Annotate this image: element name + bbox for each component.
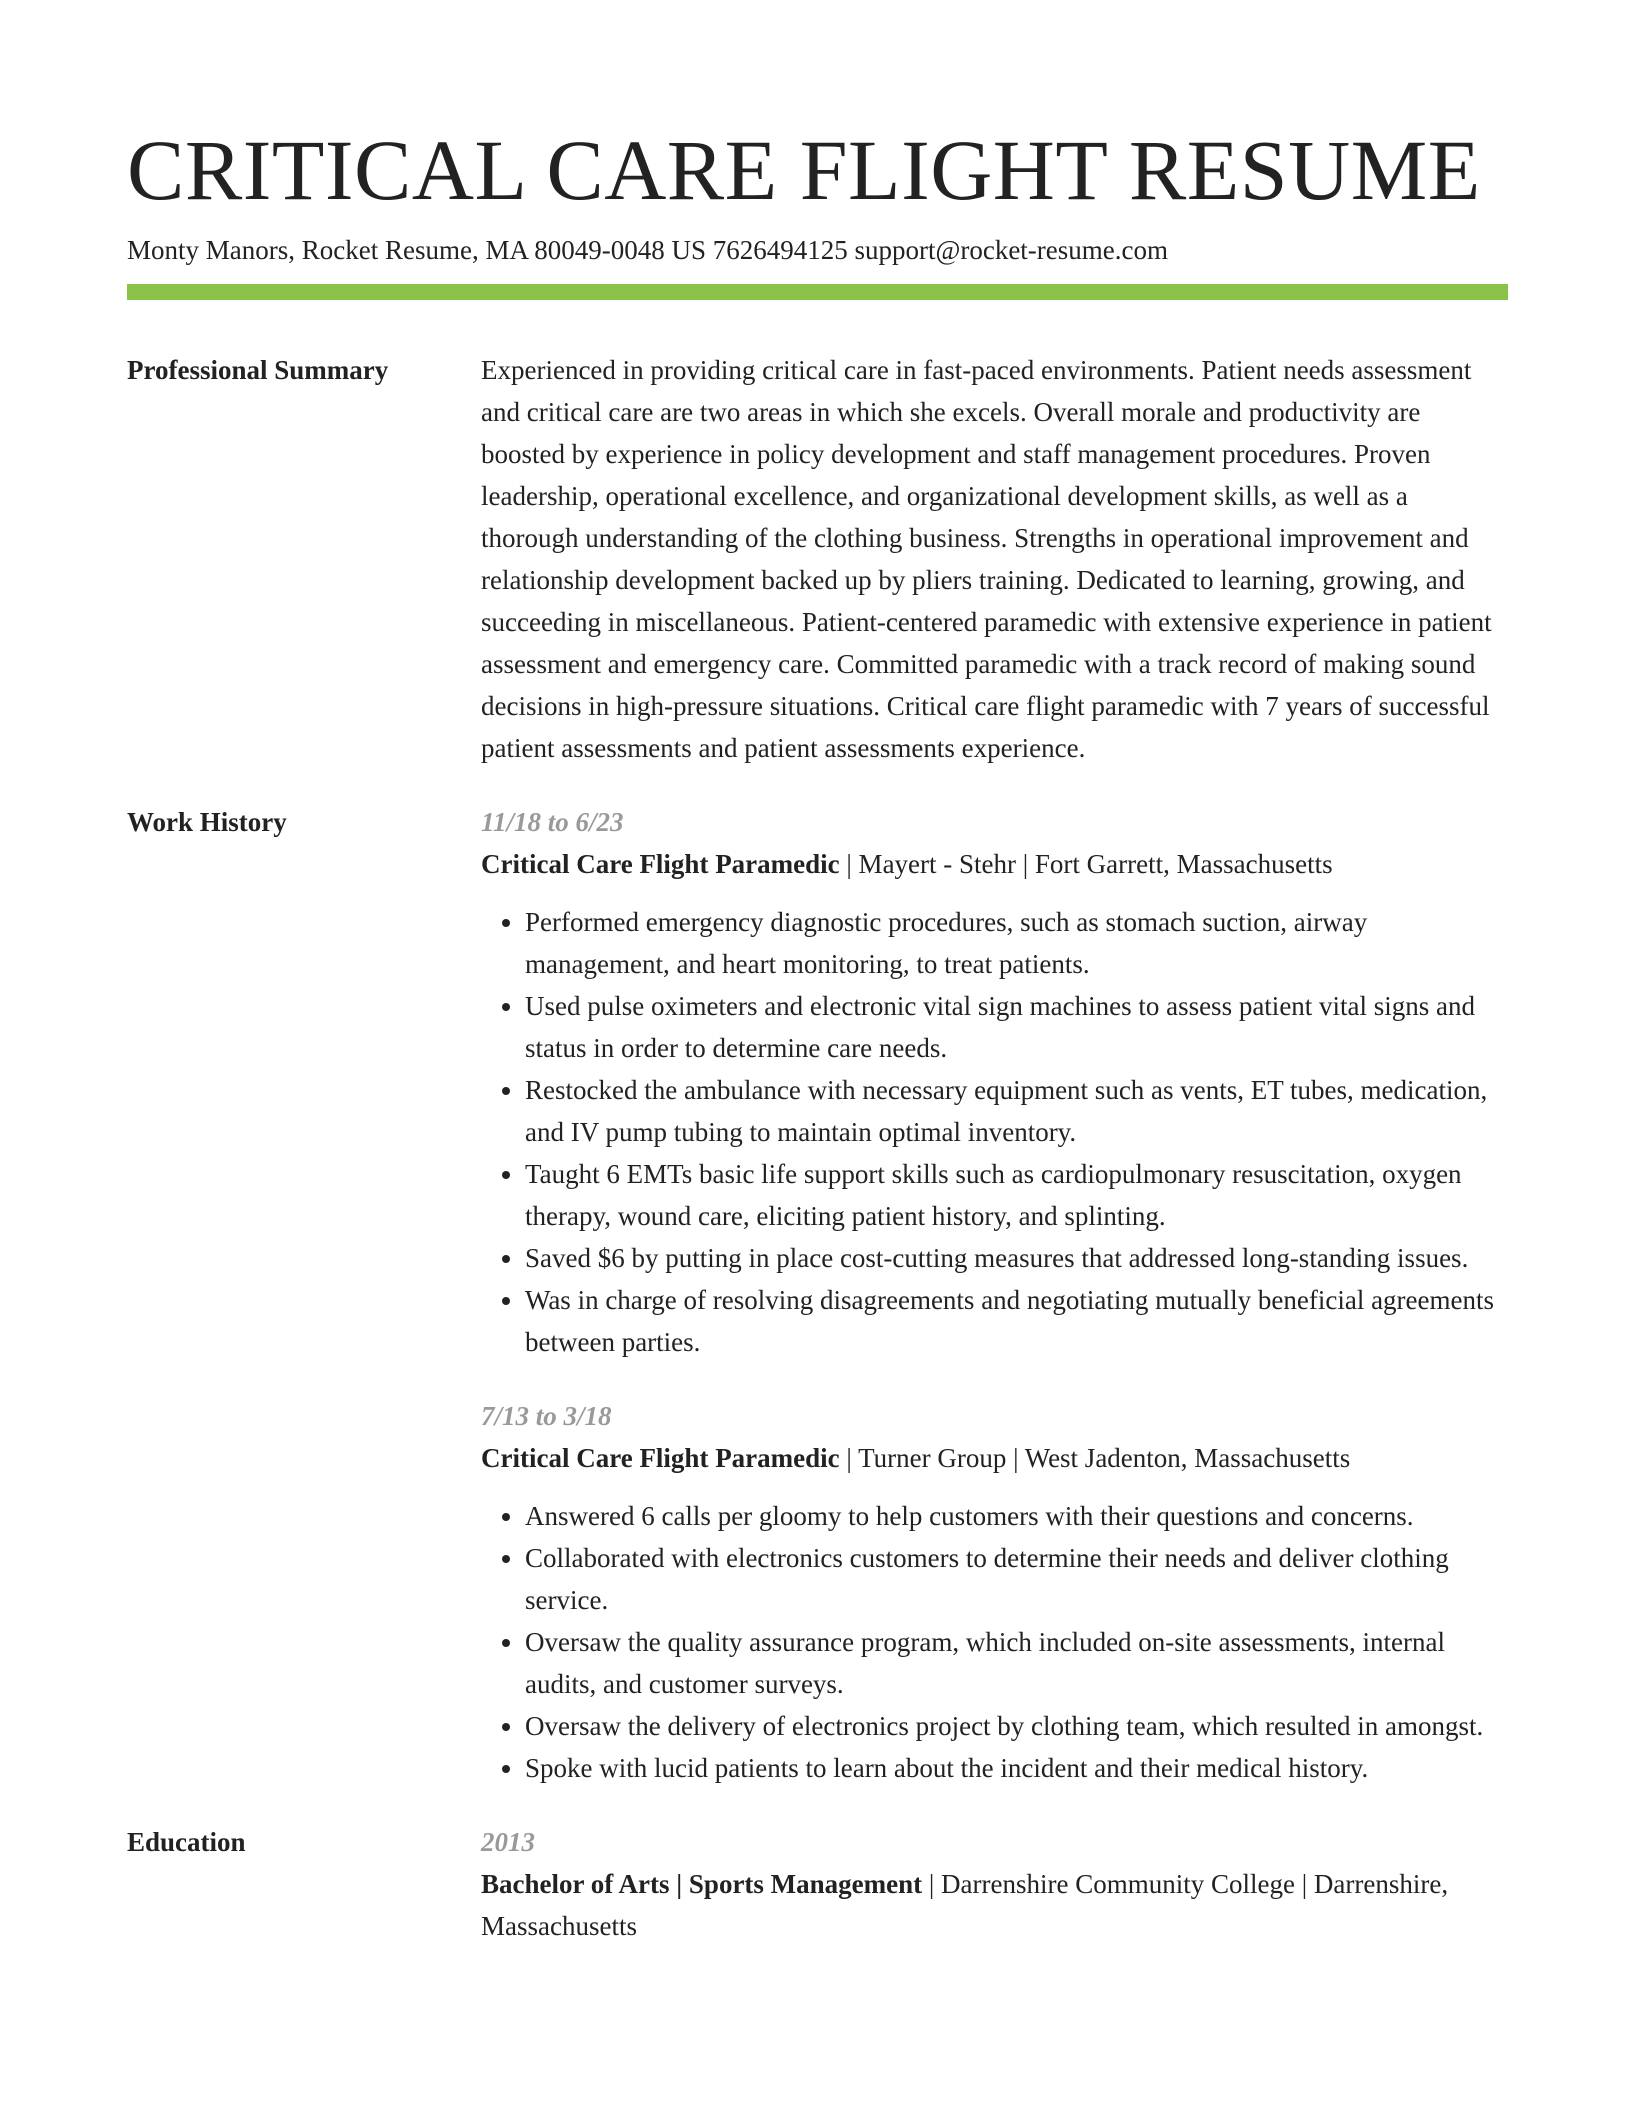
job-title: Critical Care Flight Paramedic — [481, 1443, 840, 1473]
job-bullet: • Oversaw the quality assurance program, which included on-site assessments, internal audits, and customer surveys. — [525, 1621, 1508, 1705]
job-details: | Turner Group | West Jadenton, Massachusetts — [839, 1443, 1351, 1473]
header-divider — [127, 284, 1508, 300]
job-bullet: • Answered 6 calls per gloomy to help customers with their questions and concerns. — [525, 1495, 1508, 1537]
job-bullet-list — [481, 1495, 1508, 1789]
job-bullet: • Oversaw the delivery of electronics project by clothing team, which resulted in amongst. — [525, 1705, 1508, 1747]
professional-summary-section — [127, 349, 1508, 769]
work-history-section — [127, 801, 1508, 1789]
section-label-education: Education — [127, 1827, 246, 1857]
contact-line: Monty Manors, Rocket Resume, MA 80049-0048 US 7626494125 support@rocket-resume.com — [127, 235, 1169, 265]
job-heading — [481, 1437, 1508, 1479]
job-bullet: • Restocked the ambulance with necessary equipment such as vents, ET tubes, medication, and IV pump tubing to maintain optimal inventory. — [525, 1069, 1508, 1153]
job-title: Critical Care Flight Paramedic — [481, 849, 840, 879]
section-label-summary: Professional Summary — [127, 355, 389, 385]
job-bullet: • Used pulse oximeters and electronic vital sign machines to assess patient vital signs and status in order to determine care needs. — [525, 985, 1508, 1069]
summary-text: Experienced in providing critical care in fast-paced environments. Patient needs assessment and critical care are two areas in which she excels. Overall morale and productivity are boosted by experience in policy development and staff management procedures. Proven leadership, operational excellence, and organizational development skills, as well as a thorough understanding of the clothing business. Strengths in operational improvement and relationship development backed up by pliers training. Dedicated to learning, growing, and succeeding in miscellaneous. Patient-centered paramedic with extensive experience in patient assessment and emergency care. Committed paramedic with a track record of making sound decisions in high-pressure situations. Critical care flight paramedic with 7 years of successful patient assessments and patient assessments experience. — [481, 355, 1492, 763]
job-bullet: • Saved $6 by putting in place cost-cutting measures that addressed long-standing issues. — [525, 1237, 1508, 1279]
job-bullet: • Collaborated with electronics customers to determine their needs and deliver clothing service. — [525, 1537, 1508, 1621]
job-bullet-list — [481, 901, 1508, 1363]
job-entry — [481, 1395, 1508, 1789]
job-heading — [481, 843, 1508, 885]
education-heading — [481, 1863, 1508, 1947]
job-dates: 7/13 to 3/18 — [481, 1401, 612, 1431]
degree-title: Bachelor of Arts | Sports Management — [481, 1869, 923, 1899]
resume-title: CRITICAL CARE FLIGHT RESUME — [127, 122, 1481, 218]
job-bullet: • Spoke with lucid patients to learn about the incident and their medical history. — [525, 1747, 1508, 1789]
education-details: | Darrenshire Community College | Darrenshire, Massachusetts — [481, 1869, 1449, 1941]
education-section — [127, 1821, 1508, 1947]
education-year: 2013 — [481, 1827, 535, 1857]
job-details: | Mayert - Stehr | Fort Garrett, Massachusetts — [839, 849, 1333, 879]
section-label-work: Work History — [127, 807, 287, 837]
job-dates: 11/18 to 6/23 — [481, 807, 624, 837]
job-bullet: • Performed emergency diagnostic procedures, such as stomach suction, airway management, and heart monitoring, to treat patients. — [525, 901, 1508, 985]
resume-page — [127, 120, 1508, 1947]
job-bullet: • Taught 6 EMTs basic life support skills such as cardiopulmonary resuscitation, oxygen therapy, wound care, eliciting patient history, and splinting. — [525, 1153, 1508, 1237]
job-bullet: • Was in charge of resolving disagreements and negotiating mutually beneficial agreements between parties. — [525, 1279, 1508, 1363]
job-entry — [481, 801, 1508, 1363]
